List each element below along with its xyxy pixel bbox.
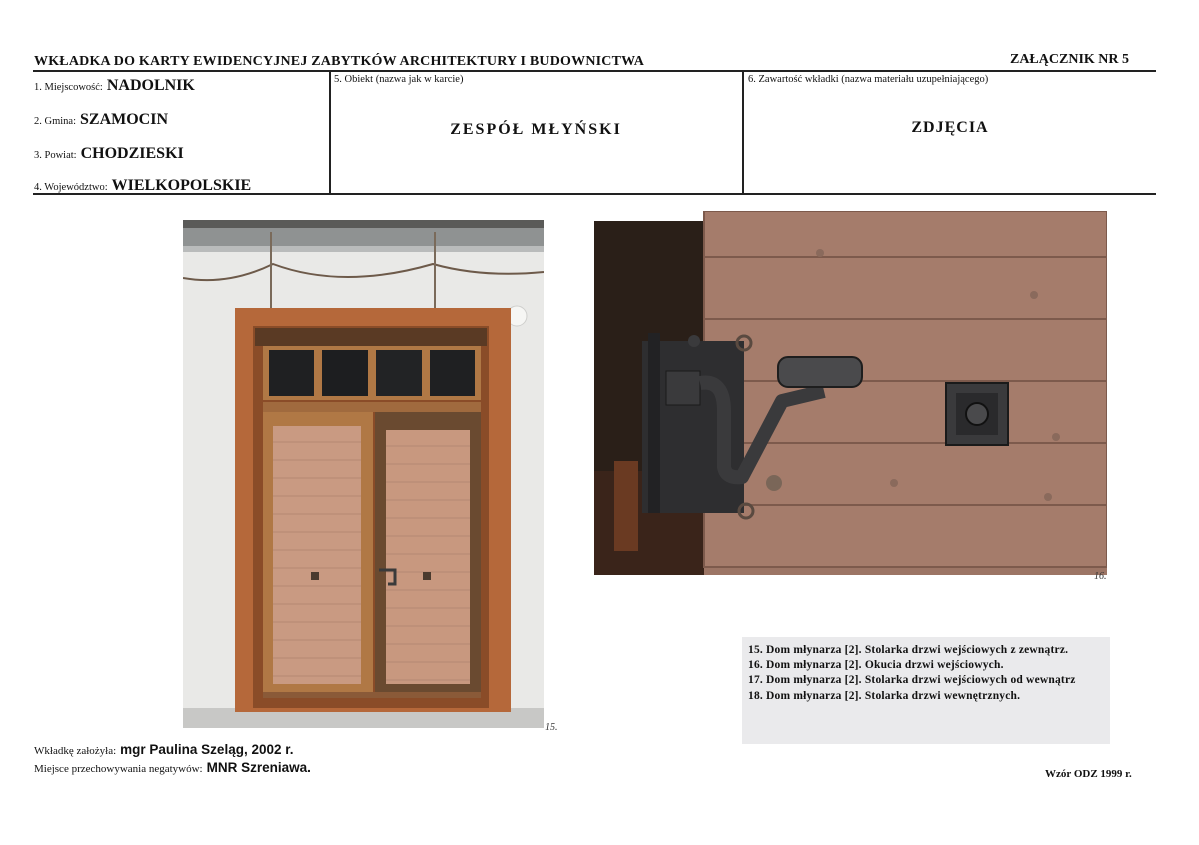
annex-number: ZAŁĄCZNIK NR 5 [1009, 52, 1129, 67]
contents-label: 6. Zawartość wkładki (nazwa materiału uzupełniającego) [748, 74, 989, 85]
place-value: NADOLNIK [106, 77, 195, 94]
object-label: 5. Obiekt (nazwa jak w karcie) [334, 74, 464, 85]
caption-item: 18. Dom młynarza [2]. Stolarka drzwi wewnętrznych. [748, 689, 1021, 702]
contents-value: ZDJĘCIA [911, 119, 989, 136]
photo-16-number: 16. [1094, 571, 1107, 582]
template-version: Wzór ODZ 1999 r. [1045, 768, 1132, 780]
voivodeship-value: WIELKOPOLSKIE [111, 177, 252, 194]
photo-15-number: 15. [545, 722, 558, 733]
form-title: WKŁADKA DO KARTY EWIDENCYJNEJ ZABYTKÓW ARCHITEKTURY I BUDOWNICTWA [34, 54, 645, 69]
caption-item: 15. Dom młynarza [2]. Stolarka drzwi wejściowych z zewnątrz. [748, 644, 1069, 656]
commune-field [34, 111, 168, 129]
author-label: Wkładkę założyła: [34, 745, 117, 757]
voivodeship-label: 4. Województwo: [34, 182, 108, 193]
place-field [34, 77, 195, 95]
object-value: ZESPÓŁ MŁYŃSKI [450, 121, 622, 138]
author-value: mgr Paulina Szeląg, 2002 r. [120, 742, 294, 757]
county-field [34, 145, 184, 163]
place-label: 1. Miejscowość: [34, 82, 103, 93]
caption-item: 17. Dom młynarza [2]. Stolarka drzwi wejściowych od wewnątrz [748, 674, 1076, 687]
voivodeship-field [34, 177, 251, 195]
county-value: CHODZIESKI [80, 145, 184, 162]
caption-list [742, 637, 1110, 744]
county-label: 3. Powiat: [34, 150, 77, 161]
header-top-rule [33, 70, 1156, 72]
photo-door-hardware [594, 211, 1107, 575]
storage-value: MNR Szreniawa. [206, 760, 311, 775]
commune-value: SZAMOCIN [80, 111, 169, 128]
commune-label: 2. Gmina: [34, 116, 76, 127]
storage-label: Miejsce przechowywania negatywów: [34, 763, 203, 775]
storage-field [34, 759, 311, 777]
photo-entrance-door [183, 220, 544, 728]
author-field [34, 741, 294, 759]
caption-item: 16. Dom młynarza [2]. Okucia drzwi wejściowych. [748, 659, 1004, 672]
